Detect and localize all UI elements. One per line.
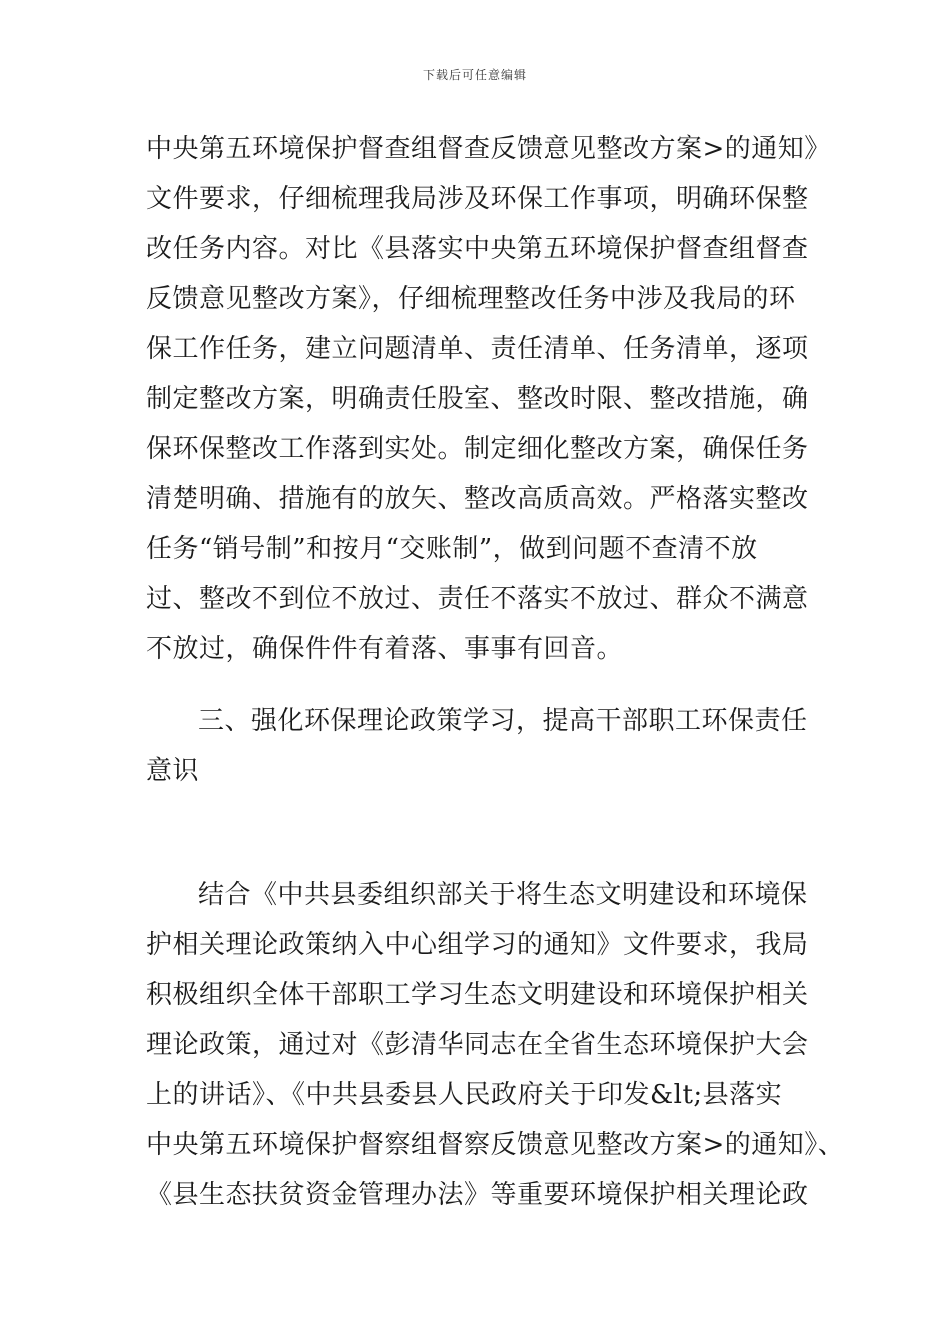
text-line: 保工作任务，建立问题清单、责任清单、任务清单，逐项 [146,334,809,364]
text-line: 不放过，确保件件有着落、事事有回音。 [146,634,624,664]
body-paragraph [146,870,845,1220]
text-line: 《县生态扶贫资金管理办法》等重要环境保护相关理论政 [146,1180,809,1210]
text-line: 保环保整改工作落到实处。制定细化整改方案，确保任务 [146,434,809,464]
text-line: 文件要求，仔细梳理我局涉及环保工作事项，明确环保整 [146,184,809,214]
section-heading [146,696,826,796]
heading-line: 意识 [146,756,200,786]
text-line: 积极组织全体干部职工学习生态文明建设和环境保护相关 [146,980,809,1010]
text-line: 护相关理论政策纳入中心组学习的通知》文件要求，我局 [146,930,809,960]
text-line: 改任务内容。对比《县落实中央第五环境保护督查组督查 [146,234,809,264]
text-line: 反馈意见整改方案》，仔细梳理整改任务中涉及我局的环 [146,284,796,314]
text-line: 任务“销号制”和按月“交账制”，做到问题不查清不放 [146,534,758,564]
page-header: 下载后可任意编辑 [422,68,527,82]
text-line: 制定整改方案，明确责任股室、整改时限、整改措施，确 [146,384,809,414]
text-line: 结合《中共县委组织部关于将生态文明建设和环境保 [198,880,808,910]
text-line: 清楚明确、措施有的放矢、整改高质高效。严格落实整改 [146,484,809,514]
text-line: 理论政策，通过对《彭清华同志在全省生态环境保护大会 [146,1030,809,1060]
paragraph-continuation [146,124,831,674]
heading-line: 三、强化环保理论政策学习，提高干部职工环保责任 [198,706,808,736]
text-line: 中央第五环境保护督查组督查反馈意见整改方案>的通知》 [146,134,831,164]
text-line: 过、整改不到位不放过、责任不落实不放过、群众不满意 [146,584,809,614]
text-line: 上的讲话》、《中共县委县人民政府关于印发&lt;县落实 [146,1080,783,1110]
text-line: 中央第五环境保护督察组督察反馈意见整改方案>的通知》、 [146,1130,845,1160]
